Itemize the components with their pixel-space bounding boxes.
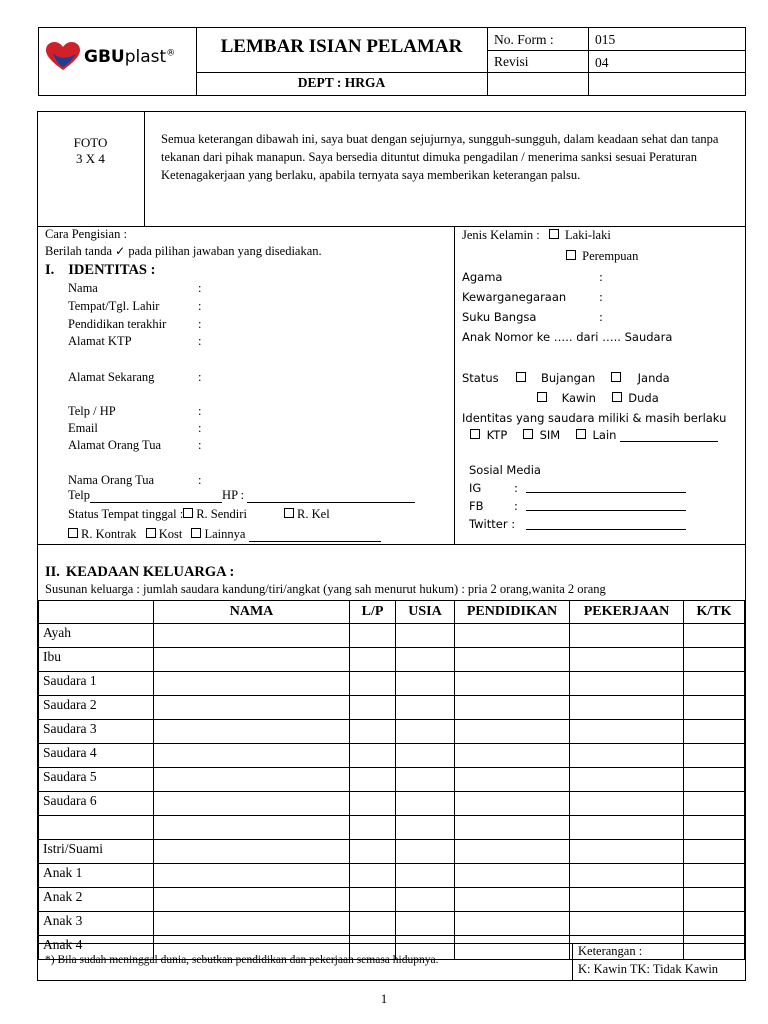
table-cell-input[interactable] (455, 768, 570, 792)
table-cell-input[interactable] (684, 744, 745, 768)
company-logo (46, 42, 196, 72)
page-number: 1 (380, 991, 388, 1006)
row-label: Saudara 5 (39, 768, 154, 792)
checkbox[interactable] (516, 372, 526, 382)
table-cell-input[interactable] (570, 840, 684, 864)
table-cell-input[interactable] (350, 912, 396, 936)
checkbox[interactable] (566, 250, 576, 260)
table-cell-input[interactable] (570, 672, 684, 696)
table-cell-input[interactable] (570, 768, 684, 792)
table-cell-input[interactable] (684, 696, 745, 720)
colon: : (198, 281, 202, 295)
checkbox[interactable] (612, 392, 622, 402)
table-cell-input[interactable] (455, 888, 570, 912)
field-email-label: Email (68, 421, 98, 435)
row-label: Ayah (39, 624, 154, 648)
table-cell-input[interactable] (570, 816, 684, 840)
table-cell-input[interactable] (396, 696, 455, 720)
keterangan-text: K: Kawin TK: Tidak Kawin (578, 962, 719, 976)
column-header: PEKERJAAN (570, 601, 684, 624)
table-cell-input[interactable] (684, 672, 745, 696)
table-cell-input[interactable] (455, 912, 570, 936)
foto-label: FOTO (73, 135, 108, 150)
table-row (39, 672, 745, 696)
table-cell-input[interactable] (396, 648, 455, 672)
table-cell-input[interactable] (570, 744, 684, 768)
table-cell-input[interactable] (154, 816, 350, 840)
table-cell-input[interactable] (455, 720, 570, 744)
table-row (39, 744, 745, 768)
table-cell-input[interactable] (154, 720, 350, 744)
table-cell-input[interactable] (684, 816, 745, 840)
colon: : (599, 310, 603, 324)
checkbox[interactable] (611, 372, 621, 382)
table-row (39, 768, 745, 792)
table-header-row (39, 601, 745, 624)
table-cell-input[interactable] (350, 888, 396, 912)
revisi-label: Revisi (494, 54, 529, 69)
table-cell-input[interactable] (154, 744, 350, 768)
jenis-kelamin-row: Jenis Kelamin : Laki-laki (462, 228, 611, 242)
table-cell-input[interactable] (396, 864, 455, 888)
dept-label: DEPT : HRGA (297, 75, 386, 90)
colon: : (514, 499, 518, 513)
foto-size: 3 X 4 (76, 151, 105, 166)
table-cell-input[interactable] (350, 768, 396, 792)
table-cell-input[interactable] (570, 888, 684, 912)
statement-text: Semua keterangan dibawah ini, saya buat dengan sejujurnya, sungguh-sungguh, dalam keadaan sehat dan tanpa tekanan dari pihak manapun. Saya bersedia dituntut dimuka pengadilan / menerima sanksi sesuai Peraturan Ketenagakerjaan yang berlaku, apabila ternyata saya memberikan keterangan palsu. (161, 132, 719, 182)
logo-brand-light: plast (124, 47, 167, 67)
section-keluarga-heading: II. KEADAAN KELUARGA : (45, 564, 235, 580)
table-cell-input[interactable] (350, 744, 396, 768)
table-row (39, 648, 745, 672)
table-cell-input[interactable] (684, 648, 745, 672)
table-cell-input[interactable] (396, 744, 455, 768)
table-cell-input[interactable] (154, 792, 350, 816)
table-cell-input[interactable] (154, 768, 350, 792)
row-label: Anak 1 (39, 864, 154, 888)
colon: : (198, 421, 202, 435)
table-cell-input[interactable] (350, 840, 396, 864)
identitas-dimiliki-row: KTP SIM Lain (470, 428, 718, 442)
ig-label: IG (469, 481, 482, 495)
column-header: NAMA (154, 601, 350, 624)
row-label: Anak 4 (39, 936, 154, 960)
table-row (39, 624, 745, 648)
table-cell-input[interactable] (455, 816, 570, 840)
field-telp-label: Telp / HP (68, 404, 116, 418)
table-row (39, 840, 745, 864)
table-cell-input[interactable] (350, 624, 396, 648)
table-cell-input[interactable] (455, 624, 570, 648)
no-form-value: 015 (595, 32, 616, 47)
colon: : (198, 438, 202, 452)
checkbox[interactable] (537, 392, 547, 402)
table-cell-input[interactable] (684, 792, 745, 816)
table-cell-input[interactable] (570, 624, 684, 648)
table-row (39, 816, 745, 840)
table-cell-input[interactable] (455, 744, 570, 768)
checkbox[interactable] (549, 229, 559, 239)
table-cell-input[interactable] (684, 936, 745, 960)
colon: : (198, 473, 202, 487)
table-cell-input[interactable] (570, 792, 684, 816)
status-tinggal-row2: R. Kontrak Kost Lainnya (68, 527, 381, 542)
field-sekarang-label: Alamat Sekarang (68, 370, 155, 384)
table-cell-input[interactable] (154, 888, 350, 912)
table-cell-input[interactable] (684, 864, 745, 888)
table-cell-input[interactable] (350, 672, 396, 696)
table-cell-input[interactable] (154, 840, 350, 864)
row-label: Saudara 1 (39, 672, 154, 696)
row-label: Istri/Suami (39, 840, 154, 864)
table-cell-input[interactable] (684, 768, 745, 792)
table-cell-input[interactable] (396, 888, 455, 912)
colon: : (198, 317, 202, 331)
row-label: Saudara 6 (39, 792, 154, 816)
checkmark-icon: ✓ (115, 244, 126, 258)
status-row1: Status Bujangan Janda (462, 371, 670, 385)
table-cell-input[interactable] (684, 840, 745, 864)
susunan-keluarga: Susunan keluarga : jumlah saudara kandung/tiri/angkat (yang sah menurut hukum) : pria 2 orang,wanita 2 orang (45, 582, 606, 596)
table-cell-input[interactable] (350, 816, 396, 840)
row-label: Anak 2 (39, 888, 154, 912)
field-ortu-label: Alamat Orang Tua (68, 438, 162, 452)
table-cell-input[interactable] (570, 864, 684, 888)
lainnya-input-line[interactable] (249, 541, 381, 542)
family-table (38, 600, 745, 960)
table-cell-input[interactable] (396, 768, 455, 792)
table-cell-input[interactable] (455, 840, 570, 864)
table-cell-input[interactable] (684, 720, 745, 744)
column-header: K/TK (684, 601, 745, 624)
table-cell-input[interactable] (154, 696, 350, 720)
fb-label: FB (469, 499, 484, 513)
table-cell-input[interactable] (684, 912, 745, 936)
table-cell-input[interactable] (396, 816, 455, 840)
table-cell-input[interactable] (570, 648, 684, 672)
table-cell-input[interactable] (154, 648, 350, 672)
field-pendidikan-label: Pendidikan terakhir (68, 317, 167, 331)
colon: : (198, 299, 202, 313)
row-label: Anak 3 (39, 912, 154, 936)
field-nama-ortu-label: Nama Orang Tua (68, 473, 155, 487)
table-cell-input[interactable] (396, 624, 455, 648)
section-identitas-heading: I. IDENTITAS : (45, 262, 156, 278)
heart-logo-icon (46, 42, 80, 72)
anak-nomor-label: Anak Nomor ke ….. dari ….. Saudara (462, 330, 673, 344)
footer-note: *) Bila sudah meninggal dunia, sebutkan pendidikan dan pekerjaan semasa hidupnya. (45, 954, 439, 966)
fb-input-line[interactable] (526, 510, 686, 511)
logo-registered: ® (166, 48, 176, 59)
checkbox[interactable] (284, 508, 294, 518)
table-cell-input[interactable] (396, 720, 455, 744)
row-label: Saudara 4 (39, 744, 154, 768)
colon: : (198, 370, 202, 384)
table-cell-input[interactable] (154, 624, 350, 648)
table-cell-input[interactable] (396, 912, 455, 936)
table-cell-input[interactable] (570, 912, 684, 936)
telp-input-line[interactable] (90, 502, 222, 503)
hp-input-line[interactable] (247, 502, 415, 503)
kewarganegaraan-label: Kewarganegaraan (462, 290, 567, 304)
table-cell-input[interactable] (350, 792, 396, 816)
table-cell-input[interactable] (154, 912, 350, 936)
column-header (39, 601, 154, 624)
perempuan-row: Perempuan (566, 249, 638, 264)
column-header: L/P (350, 601, 396, 624)
table-cell-input[interactable] (350, 696, 396, 720)
table-cell-input[interactable] (396, 672, 455, 696)
table-cell-input[interactable] (455, 672, 570, 696)
row-label: Saudara 2 (39, 696, 154, 720)
table-cell-input[interactable] (154, 672, 350, 696)
colon: : (514, 481, 518, 495)
sosmed-label: Sosial Media (469, 463, 541, 477)
suku-label: Suku Bangsa (462, 310, 537, 324)
instructions-line2: Berilah tanda ✓ pada pilihan jawaban yang disediakan. (45, 244, 322, 258)
table-cell-input[interactable] (455, 648, 570, 672)
agama-label: Agama (462, 270, 503, 284)
form-title: LEMBAR ISIAN PELAMAR (220, 36, 463, 57)
lain-input-line[interactable] (620, 441, 718, 442)
colon: : (198, 334, 202, 348)
checkbox[interactable] (183, 508, 193, 518)
checkbox[interactable] (146, 528, 156, 538)
table-cell-input[interactable] (570, 696, 684, 720)
checkbox[interactable] (68, 528, 78, 538)
table-cell-input[interactable] (684, 624, 745, 648)
row-label: Saudara 3 (39, 720, 154, 744)
table-cell-input[interactable] (684, 888, 745, 912)
row-label: Ibu (39, 648, 154, 672)
checkbox[interactable] (191, 528, 201, 538)
colon: : (198, 404, 202, 418)
column-header: USIA (396, 601, 455, 624)
table-cell-input[interactable] (350, 864, 396, 888)
table-cell-input[interactable] (350, 720, 396, 744)
ig-input-line[interactable] (526, 492, 686, 493)
table-row (39, 912, 745, 936)
identitas-dimiliki-label: Identitas yang saudara miliki & masih berlaku (462, 411, 727, 425)
twitter-input-line[interactable] (526, 529, 686, 530)
status-row2: Kawin Duda (537, 391, 659, 405)
colon: : (599, 290, 603, 304)
column-header: PENDIDIKAN (455, 601, 570, 624)
keterangan-label: Keterangan : (578, 944, 643, 958)
table-cell-input[interactable] (396, 840, 455, 864)
table-row (39, 720, 745, 744)
checkbox[interactable] (523, 429, 533, 439)
table-row (39, 696, 745, 720)
table-cell-input[interactable] (455, 696, 570, 720)
instructions-line1: Cara Pengisian : (45, 227, 127, 241)
checkbox[interactable] (576, 429, 586, 439)
twitter-label: Twitter : (469, 517, 516, 531)
field-nama-label: Nama (68, 281, 98, 295)
table-cell-input[interactable] (455, 864, 570, 888)
row-label (39, 816, 154, 840)
colon: : (599, 270, 603, 284)
table-cell-input[interactable] (455, 792, 570, 816)
table-cell-input[interactable] (455, 936, 570, 960)
table-cell-input[interactable] (350, 648, 396, 672)
logo-brand-bold: GBU (84, 47, 125, 67)
no-form-label: No. Form : (494, 32, 554, 47)
table-cell-input[interactable] (570, 720, 684, 744)
table-row (39, 792, 745, 816)
checkbox[interactable] (470, 429, 480, 439)
field-ttl-label: Tempat/Tgl. Lahir (68, 299, 160, 313)
table-cell-input[interactable] (396, 792, 455, 816)
table-cell-input[interactable] (154, 864, 350, 888)
table-row (39, 888, 745, 912)
revisi-value: 04 (595, 55, 609, 70)
photo-box[interactable] (37, 135, 144, 167)
status-tinggal-row1: Status Tempat tinggal : R. Sendiri R. Kel (68, 507, 330, 521)
field-ktp-label: Alamat KTP (68, 334, 132, 348)
table-row (39, 864, 745, 888)
telp-hp-line[interactable]: Telp HP : (68, 488, 415, 503)
